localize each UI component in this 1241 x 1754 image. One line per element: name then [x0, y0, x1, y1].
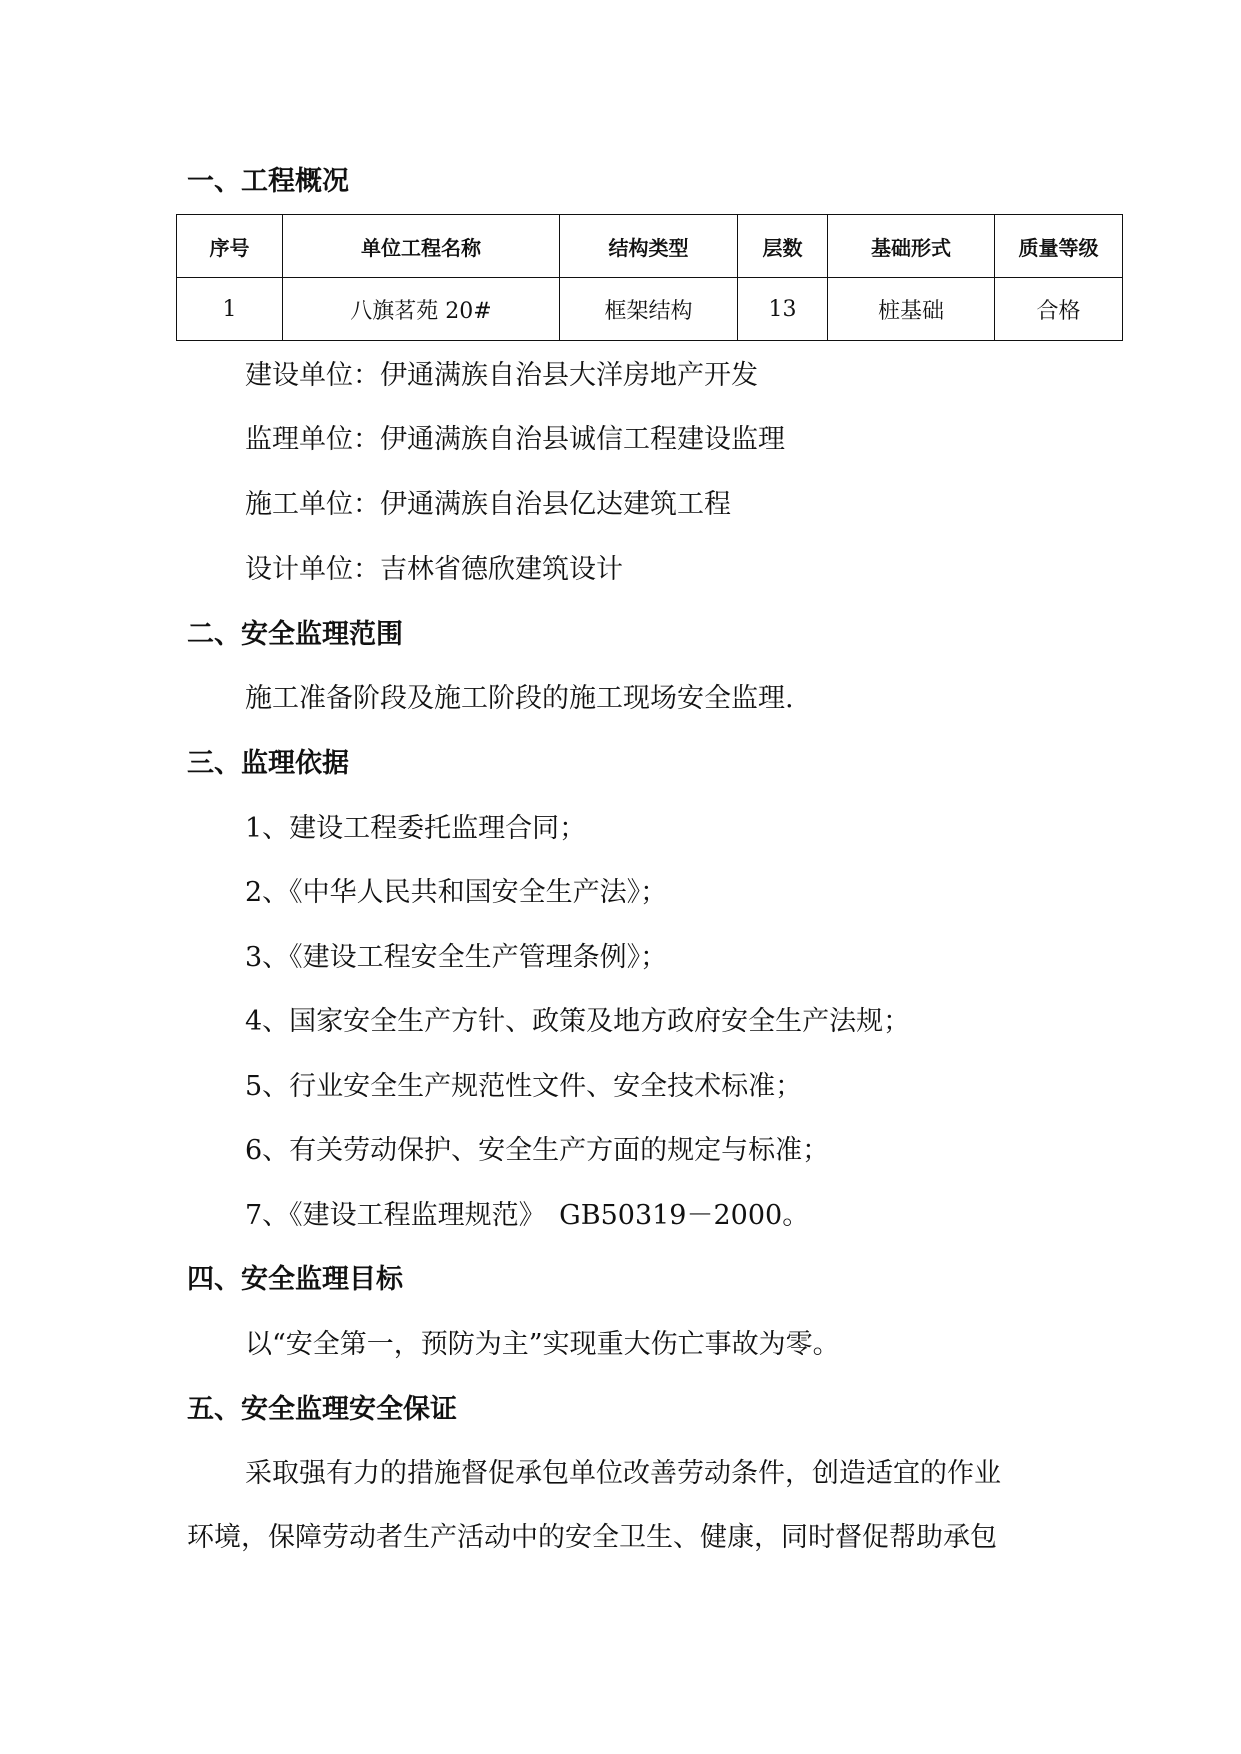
table-header-row: [177, 215, 1123, 278]
goal-text: 以“安全第一，预防为主”实现重大伤亡事故为零。: [245, 1329, 840, 1360]
section-heading-scope: 二、安全监理范围: [187, 619, 403, 650]
supervision-unit-line: 监理单位：伊通满族自治县诚信工程建设监理: [245, 424, 785, 455]
table-header-cell: 结构类型: [560, 215, 738, 278]
table-row: [177, 278, 1123, 341]
table-header-cell: 质量等级: [995, 215, 1123, 278]
construction-unit-line: 建设单位：伊通满族自治县大洋房地产开发: [245, 360, 758, 391]
table-header-cell: 序号: [177, 215, 283, 278]
section-heading-guarantee: 五、安全监理安全保证: [187, 1394, 457, 1425]
list-item: 2、《中华人民共和国安全生产法》；: [245, 877, 668, 908]
guarantee-text-line: 环境，保障劳动者生产活动中的安全卫生、健康，同时督促帮助承包: [187, 1522, 997, 1553]
scope-text: 施工准备阶段及施工阶段的施工现场安全监理.: [245, 683, 794, 714]
table-header-cell: 单位工程名称: [283, 215, 560, 278]
list-item: 3、《建设工程安全生产管理条例》；: [245, 942, 668, 973]
list-item: 6、有关劳动保护、安全生产方面的规定与标准；: [245, 1135, 830, 1166]
table-cell: 合格: [995, 278, 1123, 341]
list-item: 7、《建设工程监理规范》 GB50319－2000。: [245, 1200, 810, 1231]
section-heading-basis: 三、监理依据: [187, 748, 349, 779]
design-unit-line: 设计单位：吉林省德欣建筑设计: [245, 554, 623, 585]
section-heading-overview: 一、工程概况: [187, 166, 349, 197]
project-overview-table: [176, 214, 1123, 341]
table-cell: 13: [738, 278, 828, 341]
contractor-unit-line: 施工单位：伊通满族自治县亿达建筑工程: [245, 489, 731, 520]
table-cell: 1: [177, 278, 283, 341]
list-item: 5、行业安全生产规范性文件、安全技术标准；: [245, 1071, 803, 1102]
guarantee-text-line: 采取强有力的措施督促承包单位改善劳动条件，创造适宜的作业: [245, 1458, 1001, 1489]
table-cell: 八旗茗苑 20#: [283, 278, 560, 341]
list-item: 1、建设工程委托监理合同；: [245, 813, 587, 844]
list-item: 4、国家安全生产方针、政策及地方政府安全生产法规；: [245, 1006, 911, 1037]
table-header-cell: 层数: [738, 215, 828, 278]
table-cell: 框架结构: [560, 278, 738, 341]
table-header-cell: 基础形式: [828, 215, 995, 278]
section-heading-goal: 四、安全监理目标: [187, 1264, 403, 1295]
table-cell: 桩基础: [828, 278, 995, 341]
